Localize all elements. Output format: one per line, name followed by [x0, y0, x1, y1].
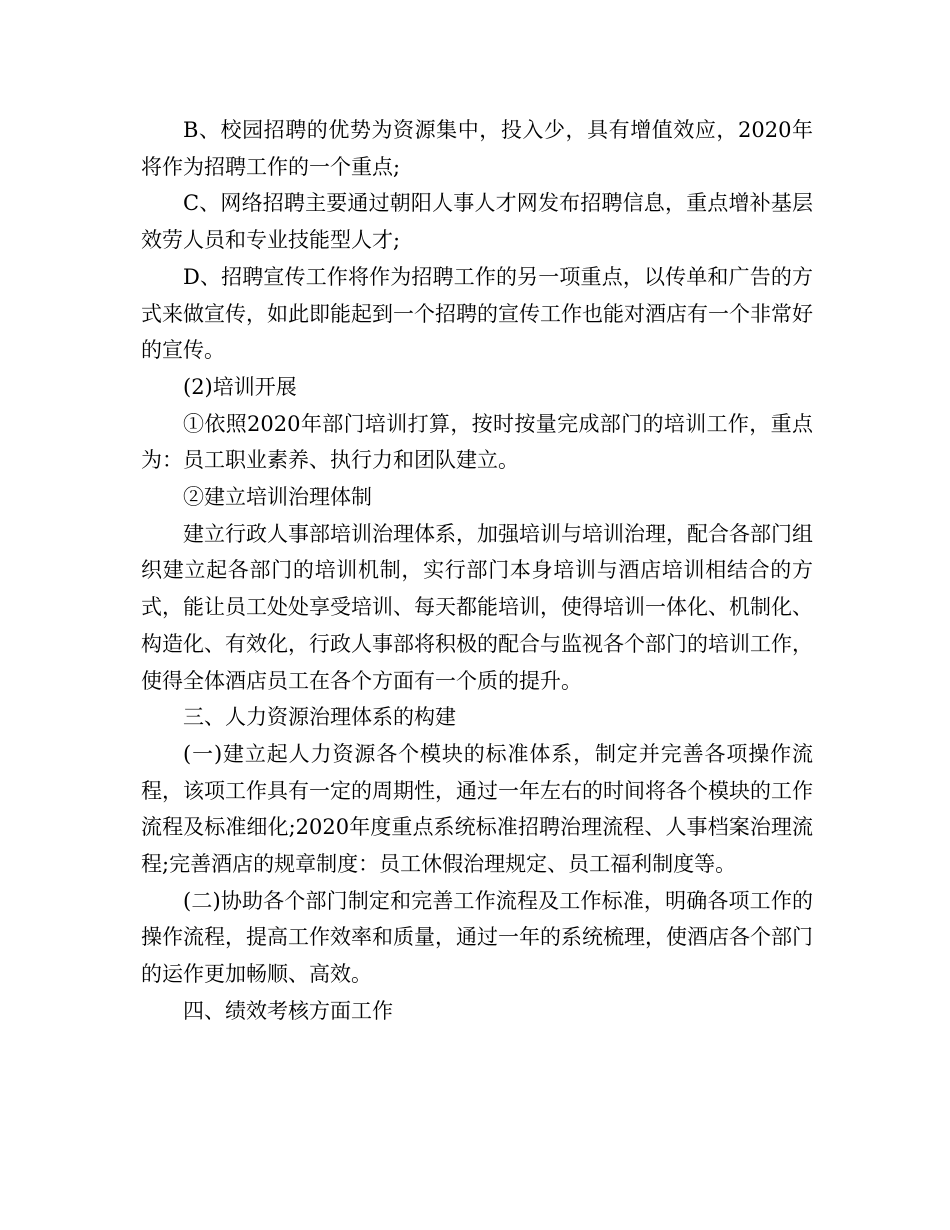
paragraph-hr-standards: (一)建立起人力资源各个模块的标准体系，制定并完善各项操作流程，该项工作具有一定的周期性，通过一年左右的时间将各个模块的工作流程及标准细化;2020年度重点系统标准招聘治理流程、人事档案治理流程;完善酒店的规章制度：员工休假治理规定、员工福利制度等。 [141, 741, 813, 877]
document-body [141, 112, 813, 1030]
paragraph-department-processes: (二)协助各个部门制定和完善工作流程及工作标准，明确各项工作的操作流程，提高工作效率和质量，通过一年的系统梳理，使酒店各个部门的运作更加畅顺、高效。 [141, 888, 813, 987]
paragraph-training-plan: ①依照2020年部门培训打算，按时按量完成部门的培训工作，重点为：员工职业素养、执行力和团队建立。 [141, 411, 813, 473]
paragraph-online-recruiting: C、网络招聘主要通过朝阳人事人才网发布招聘信息，重点增补基层效劳人员和专业技能型人才; [141, 191, 813, 253]
heading-performance: 四、绩效考核方面工作 [183, 998, 393, 1023]
heading-training: (2)培训开展 [183, 374, 297, 399]
paragraph-campus-recruiting: B、校园招聘的优势为资源集中，投入少，具有增值效应，2020年将作为招聘工作的一个重点; [141, 118, 813, 179]
paragraph-training-system: 建立行政人事部培训治理体系，加强培训与培训治理，配合各部门组织建立起各部门的培训机制，实行部门本身培训与酒店培训相结合的方式，能让员工处处享受培训、每天都能培训，使得培训一体化、机制化、构造化、有效化，行政人事部将积极的配合与监视各个部门的培训工作，使得全体酒店员工在各个方面有一个质的提升。 [141, 521, 813, 693]
heading-training-system: ②建立培训治理体制 [183, 485, 372, 510]
paragraph-recruiting-promotion: D、招聘宣传工作将作为招聘工作的另一项重点，以传单和广告的方式来做宣传，如此即能起到一个招聘的宣传工作也能对酒店有一个非常好的宣传。 [141, 264, 813, 363]
heading-hr-system: 三、人力资源治理体系的构建 [183, 705, 456, 730]
